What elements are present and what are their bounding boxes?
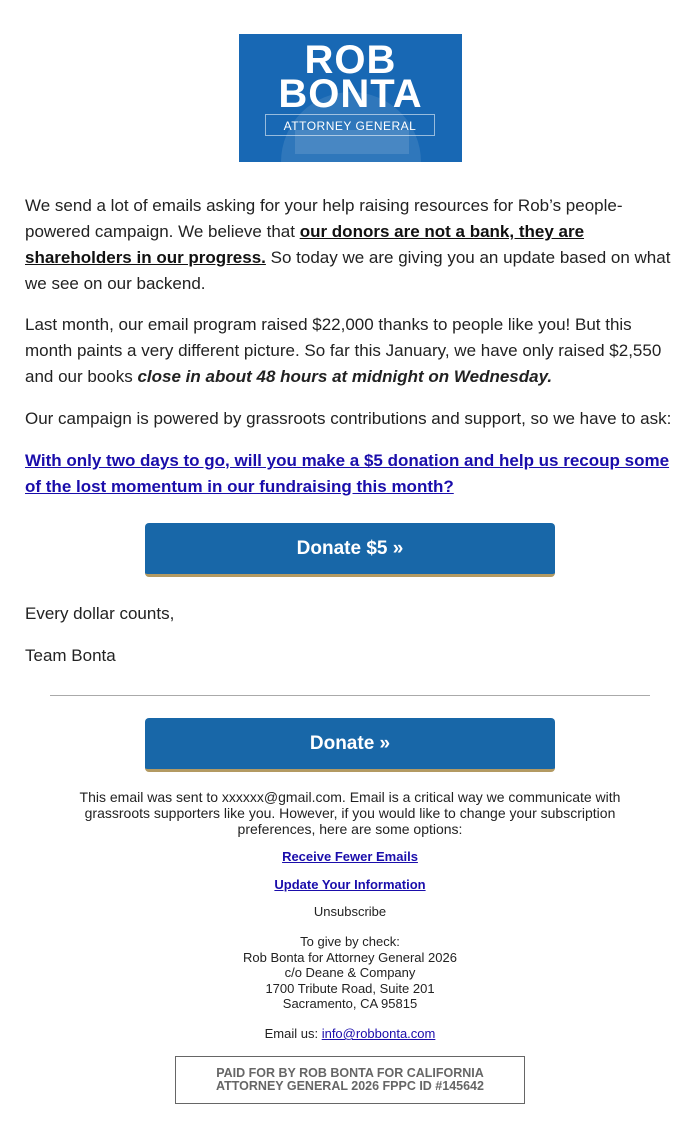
logo-first-name: ROB bbox=[304, 38, 397, 82]
intro-paragraph bbox=[25, 193, 677, 297]
update-information-link[interactable]: Update Your Information bbox=[274, 877, 426, 892]
check-heading: To give by check: bbox=[300, 934, 400, 949]
signature: Team Bonta bbox=[25, 646, 116, 665]
campaign-logo bbox=[239, 34, 462, 162]
email-address-link[interactable]: info@robbonta.com bbox=[321, 1026, 436, 1041]
donors-highlight: our donors are not a bank, they are shareholders in our progress. bbox=[25, 222, 585, 267]
email-contact bbox=[150, 1026, 550, 1042]
paid-for-line-1: PAID FOR BY ROB BONTA FOR CALIFORNIA bbox=[216, 1066, 484, 1080]
donate-button[interactable]: Donate » bbox=[145, 718, 555, 772]
donate-5-button[interactable]: Donate $5 » bbox=[145, 523, 555, 577]
progress-paragraph bbox=[25, 312, 677, 390]
progress-text: Last month, our email program raised $22,000 thanks to people like you! But this month paints a very different picture. So far this January, we have only raised $2,550 and our books bbox=[25, 315, 662, 386]
donation-ask-link[interactable]: With only two days to go, will you make a $5 donation and help us recoup some of the lost momentum in our fundraising this month? bbox=[25, 451, 670, 496]
unsubscribe-link[interactable]: Unsubscribe bbox=[313, 904, 387, 919]
section-divider bbox=[50, 695, 650, 696]
deadline-emphasis: close in about 48 hours at midnight on Wednesday. bbox=[137, 367, 553, 386]
signoff-line: Every dollar counts, bbox=[25, 604, 175, 623]
paid-for-disclaimer bbox=[175, 1056, 525, 1104]
ask-paragraph: Our campaign is powered by grassroots contributions and support, so we have to ask: bbox=[25, 409, 672, 428]
address-line-city: Sacramento, CA 95815 bbox=[282, 996, 418, 1011]
email-label: Email us: bbox=[264, 1026, 322, 1041]
intro-text-before: We send a lot of emails asking for your help raising resources for Rob’s people-powered campaign. We believe that bbox=[25, 196, 623, 241]
address-line-committee: Rob Bonta for Attorney General 2026 bbox=[243, 950, 457, 965]
paid-for-line-2: ATTORNEY GENERAL 2026 FPPC ID #145642 bbox=[216, 1079, 484, 1093]
logo-subtitle: ATTORNEY GENERAL bbox=[265, 114, 435, 136]
intro-text-after: So today we are giving you an update based on what we see on our backend. bbox=[25, 248, 671, 293]
address-line-street: 1700 Tribute Road, Suite 201 bbox=[265, 981, 435, 996]
subscription-notice: This email was sent to xxxxxx@gmail.com. Email is a critical way we communicate with grassroots supporters like you. However, if you would like to change your subscription preferences, here are some options: bbox=[79, 789, 621, 837]
address-line-care-of: c/o Deane & Company bbox=[284, 965, 416, 980]
receive-fewer-emails-link[interactable]: Receive Fewer Emails bbox=[282, 849, 418, 864]
logo-last-name: BONTA bbox=[278, 72, 423, 116]
